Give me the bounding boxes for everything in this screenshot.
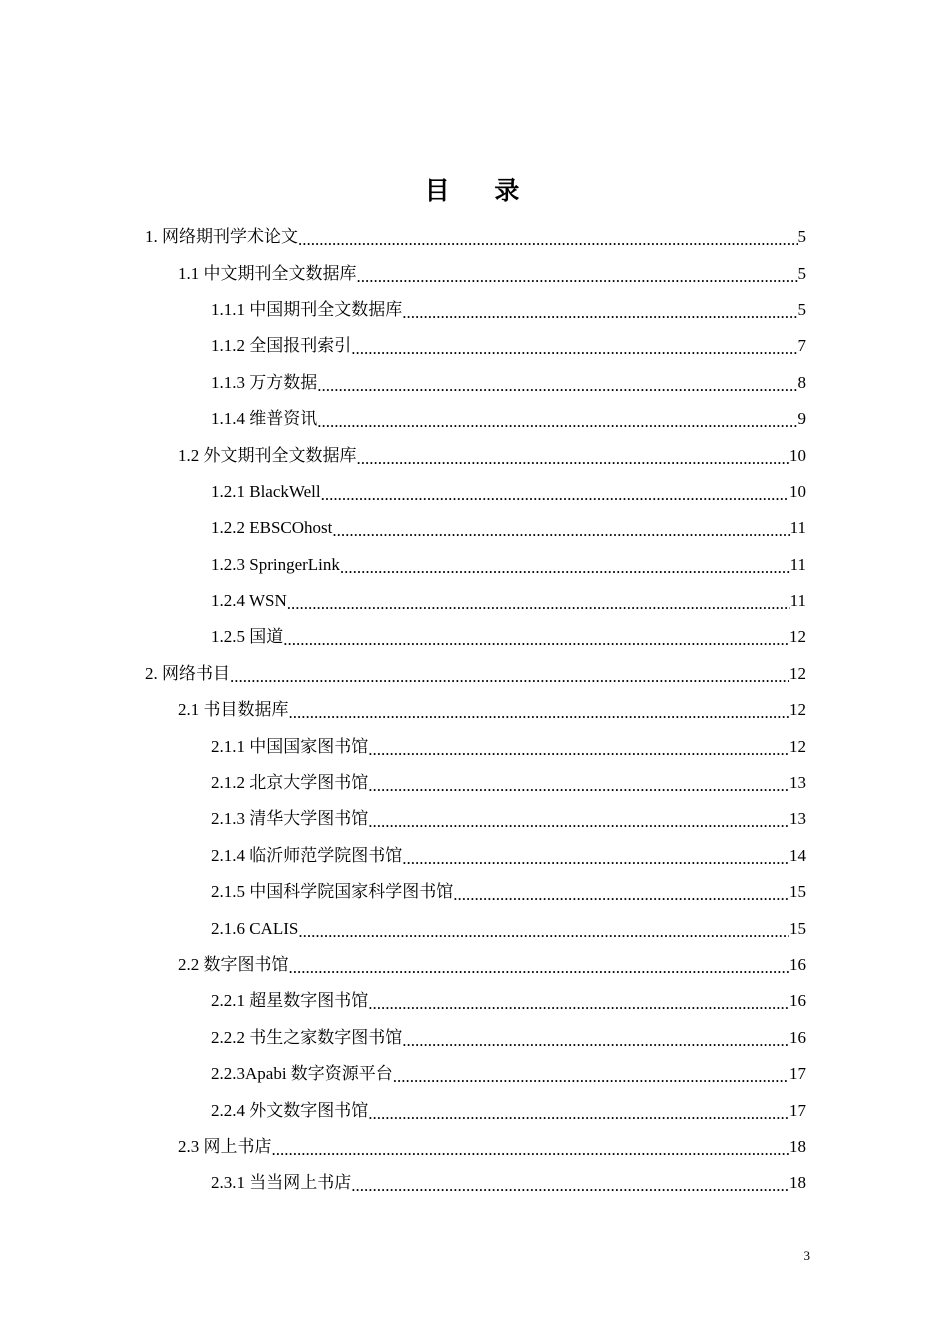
toc-entry[interactable] — [211, 547, 806, 583]
toc-dot-leader — [230, 656, 789, 692]
toc-entry-label: 1. 网络期刊学术论文 — [145, 227, 298, 247]
toc-entry-page: 12 — [789, 627, 806, 647]
toc-entry-label: 2.1.2 北京大学图书馆 — [211, 773, 369, 793]
toc-entry-page: 13 — [789, 809, 806, 829]
toc-dot-leader — [340, 547, 790, 583]
toc-entry-page: 14 — [789, 845, 806, 865]
toc-entry[interactable] — [211, 910, 806, 946]
toc-dot-leader — [357, 438, 790, 474]
toc-entry-page: 5 — [797, 227, 806, 247]
toc-entry-label: 2.1.3 清华大学图书馆 — [211, 809, 369, 829]
toc-dot-leader — [368, 801, 789, 837]
toc-entry-label: 1.1 中文期刊全文数据库 — [178, 263, 357, 283]
toc-entry-label: 2.2.3Apabi 数字资源平台 — [211, 1064, 393, 1084]
toc-dot-leader — [368, 983, 789, 1019]
toc-dot-leader — [272, 1129, 790, 1165]
toc-entry[interactable] — [211, 474, 806, 510]
toc-entry-page: 16 — [789, 1027, 806, 1047]
toc-entry[interactable] — [178, 1129, 806, 1165]
table-of-contents — [0, 219, 950, 1202]
toc-entry-label: 1.2.5 国道 — [211, 627, 284, 647]
page-title: 目 录 — [424, 175, 538, 205]
toc-dot-leader — [283, 619, 789, 655]
toc-dot-leader — [402, 292, 797, 328]
toc-entry-page: 18 — [789, 1136, 806, 1156]
toc-entry[interactable] — [211, 1165, 806, 1201]
toc-dot-leader — [298, 911, 789, 947]
toc-entry-label: 1.2.1 BlackWell — [211, 481, 321, 501]
toc-entry-page: 8 — [797, 372, 806, 392]
toc-entry-page: 18 — [789, 1173, 806, 1193]
toc-entry-label: 1.2.3 SpringerLink — [211, 554, 340, 574]
toc-entry-label: 2.3 网上书店 — [178, 1136, 272, 1156]
toc-entry-label: 2.1 书目数据库 — [178, 700, 289, 720]
toc-entry-label: 2.2.1 超星数字图书馆 — [211, 991, 369, 1011]
toc-entry-page: 12 — [789, 736, 806, 756]
toc-entry-label: 2.1.4 临沂师范学院图书馆 — [211, 845, 403, 865]
toc-dot-leader — [332, 510, 789, 546]
toc-entry[interactable] — [211, 801, 806, 837]
toc-entry-label: 1.2 外文期刊全文数据库 — [178, 445, 357, 465]
page-number: 3 — [803, 1248, 810, 1263]
toc-entry[interactable] — [211, 838, 806, 874]
toc-entry-label: 2. 网络书目 — [145, 663, 230, 683]
toc-entry[interactable] — [178, 947, 806, 983]
toc-entry-page: 12 — [789, 700, 806, 720]
toc-dot-leader — [317, 365, 797, 401]
toc-entry[interactable] — [211, 401, 806, 437]
toc-entry[interactable] — [211, 765, 806, 801]
toc-entry[interactable] — [211, 1092, 806, 1128]
toc-dot-leader — [357, 256, 798, 292]
toc-dot-leader — [289, 692, 790, 728]
toc-entry-label: 1.1.1 中国期刊全文数据库 — [211, 299, 403, 319]
toc-entry[interactable] — [211, 510, 806, 546]
toc-dot-leader — [321, 474, 789, 510]
toc-entry-label: 1.1.4 维普资讯 — [211, 409, 318, 429]
toc-entry-label: 2.2.4 外文数字图书馆 — [211, 1100, 369, 1120]
toc-entry-page: 12 — [789, 663, 806, 683]
toc-dot-leader — [368, 729, 789, 765]
toc-entry-page: 5 — [797, 299, 806, 319]
toc-entry-label: 2.1.6 CALIS — [211, 918, 299, 938]
toc-entry-page: 11 — [789, 518, 806, 538]
toc-entry-label: 2.2.2 书生之家数字图书馆 — [211, 1027, 403, 1047]
toc-entry-page: 11 — [789, 591, 806, 611]
toc-entry-page: 15 — [789, 882, 806, 902]
toc-dot-leader — [368, 765, 789, 801]
toc-entry[interactable] — [211, 292, 806, 328]
toc-entry-label: 2.3.1 当当网上书店 — [211, 1173, 352, 1193]
toc-entry-page: 13 — [789, 773, 806, 793]
toc-entry-page: 16 — [789, 991, 806, 1011]
toc-dot-leader — [351, 328, 797, 364]
toc-entry-label: 2.1.5 中国科学院国家科学图书馆 — [211, 882, 454, 902]
toc-dot-leader — [402, 1020, 789, 1056]
toc-dot-leader — [298, 219, 798, 255]
toc-dot-leader — [453, 874, 789, 910]
toc-entry-page: 7 — [797, 336, 806, 356]
toc-entry-page: 17 — [789, 1064, 806, 1084]
toc-entry-page: 9 — [797, 409, 806, 429]
toc-entry-label: 1.2.2 EBSCOhost — [211, 518, 333, 538]
toc-entry-label: 1.1.2 全国报刊索引 — [211, 336, 352, 356]
toc-entry-page: 10 — [789, 445, 806, 465]
toc-entry-label: 1.1.3 万方数据 — [211, 372, 318, 392]
toc-entry-label: 2.2 数字图书馆 — [178, 955, 289, 974]
toc-dot-leader — [402, 838, 789, 874]
toc-entry-page: 15 — [789, 918, 806, 938]
toc-entry[interactable] — [211, 1056, 806, 1092]
toc-entry[interactable] — [211, 365, 806, 401]
toc-entry[interactable] — [211, 1020, 806, 1056]
toc-entry[interactable] — [178, 692, 806, 728]
toc-entry-label: 1.2.4 WSN — [211, 591, 287, 611]
toc-entry-page: 16 — [789, 955, 806, 974]
toc-entry[interactable] — [211, 619, 806, 655]
toc-entry[interactable] — [145, 656, 806, 692]
toc-entry[interactable] — [211, 328, 806, 364]
toc-entry-page: 17 — [789, 1100, 806, 1120]
toc-dot-leader — [287, 583, 790, 619]
toc-dot-leader — [393, 1056, 789, 1092]
toc-dot-leader — [317, 401, 797, 437]
toc-entry-page: 5 — [797, 263, 806, 283]
toc-entry-page: 10 — [789, 481, 806, 501]
toc-entry[interactable] — [211, 583, 806, 619]
toc-entry[interactable] — [211, 983, 806, 1019]
toc-entry-label: 2.1.1 中国国家图书馆 — [211, 736, 369, 756]
toc-entry[interactable] — [211, 728, 806, 764]
toc-entry[interactable] — [145, 219, 806, 255]
toc-entry-page: 11 — [789, 554, 806, 574]
toc-entry[interactable] — [178, 437, 806, 473]
toc-dot-leader — [289, 947, 790, 983]
toc-dot-leader — [351, 1165, 789, 1201]
toc-entry[interactable] — [211, 874, 806, 910]
toc-entry[interactable] — [178, 255, 806, 291]
toc-dot-leader — [368, 1093, 789, 1129]
